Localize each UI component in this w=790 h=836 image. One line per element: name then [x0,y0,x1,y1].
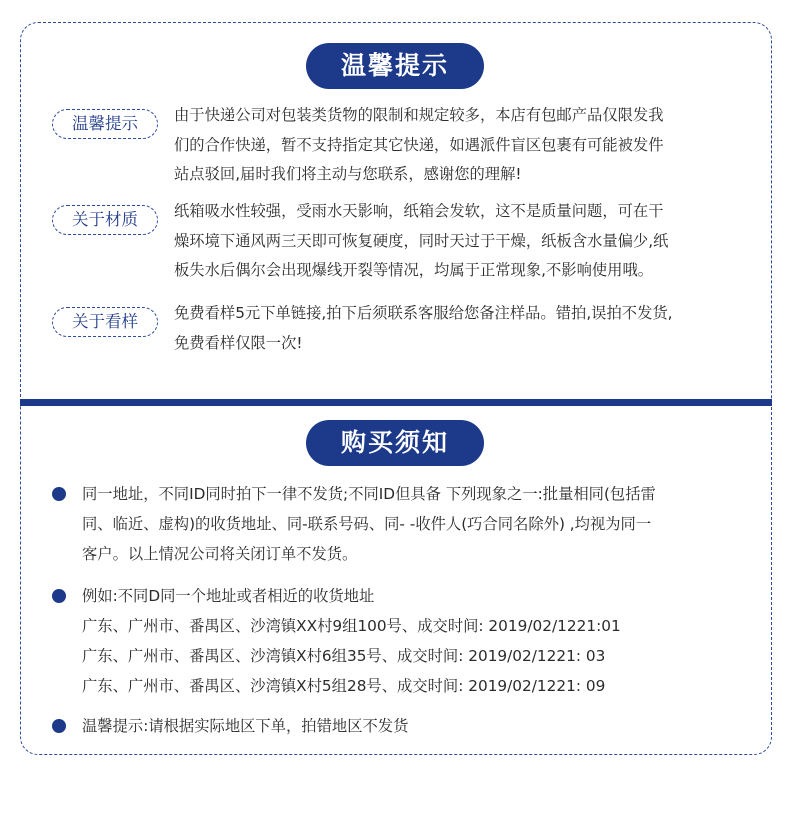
text-line: 同一地址，不同ID同时拍下一律不发货;不同ID但具备 下列现象之一:批量相同(包括雷 [82,485,656,503]
text-line: 们的合作快递，暂不支持指定其它快递，如遇派件盲区包裹有可能被发件 [174,135,664,154]
purchase-rule-same-address [82,479,762,569]
text-line: 由于快递公司对包装类货物的限制和规定较多，本店有包邮产品仅限发我 [174,106,664,124]
tag-sample: 关于看样 [52,307,158,337]
text-line: 免费看样仅限一次! [174,333,303,352]
text-line: 广东、广州市、番禺区、沙湾镇X村6组35号、成交时间: 2019/02/1221: 03 [82,647,606,665]
text-line: 站点驳回,届时我们将主动与您联系，感谢您的理解! [174,165,522,183]
bullet-dot [52,487,66,501]
text-line: 燥环境下通风两三天即可恢复硬度，同时天过于干燥，纸板含水量偏少,纸 [174,231,669,250]
purchase-rule-example [82,581,762,701]
text-line: 免费看样5元下单链接,拍下后须联系客服给您备注样品。错拍,误拍不发货, [174,304,673,322]
text-line: 纸箱吸水性较强，受雨水天影响，纸箱会发软，这不是质量问题，可在干 [174,202,664,220]
text-line: 例如:不同D同一个地址或者相近的收货地址 [82,587,375,605]
text-line: 广东、广州市、番禺区、沙湾镇X村5组28号、成交时间: 2019/02/1221: 09 [82,677,606,695]
bullet-dot [52,589,66,603]
tag-material: 关于材质 [52,205,158,235]
text-line: 客户。以上情况公司将关闭订单不发货。 [82,545,358,563]
text-line: 板失水后偶尔会出现爆线开裂等情况，均属于正常现象,不影响使用哦。 [174,261,654,279]
tag-warm-tip: 温馨提示 [52,109,158,139]
purchase-rule-region [82,711,762,741]
notice-title: 温馨提示 [306,43,484,89]
purchase-title: 购买须知 [306,420,484,466]
text-line: 温馨提示:请根据实际地区下单，拍错地区不发货 [82,717,409,735]
section-divider [20,399,772,406]
bullet-dot [52,719,66,733]
notice-paragraph-shipping [174,101,750,190]
notice-paragraph-material [174,197,750,286]
text-line: 同、临近、虚构)的收货地址、同-联系号码、同- -收件人(巧合同名除外) ,均视为同一 [82,515,652,533]
text-line: 广东、广州市、番禺区、沙湾镇XX村9组100号、成交时间: 2019/02/1221:01 [82,617,621,635]
notice-paragraph-sample [174,299,750,358]
